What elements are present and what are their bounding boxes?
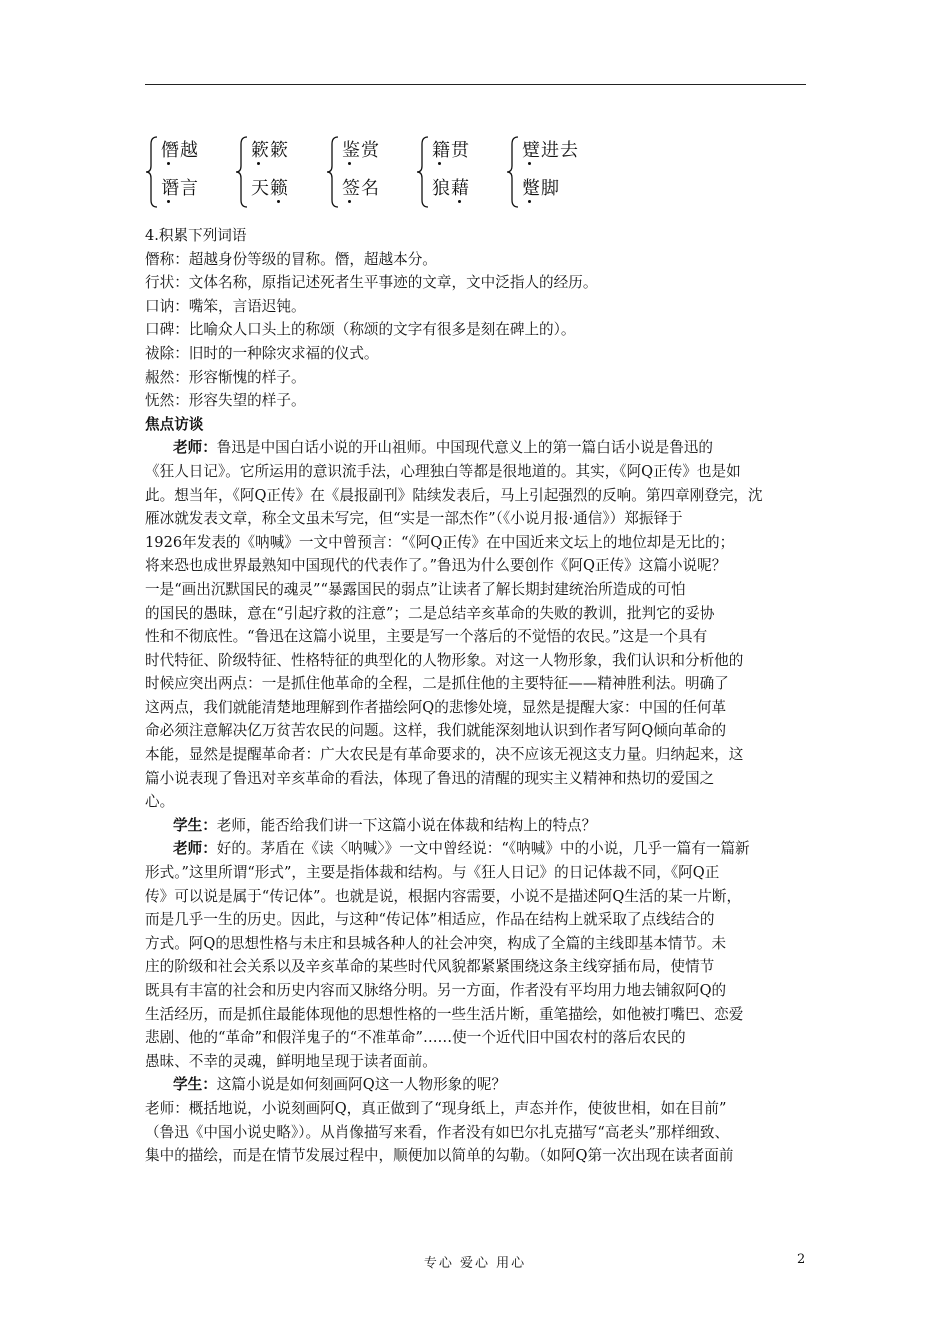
paragraph-line: 的国民的愚昧，意在“引起疗救的注意”；二是总结辛亥革命的失败的教训，批判它的妥协 xyxy=(145,604,715,622)
paragraph-line: 老师：概括地说，小说刻画阿Q，真正做到了“现身纸上，声态并作，使彼世相，如在目前” xyxy=(145,1099,727,1117)
brace-icon xyxy=(416,136,430,208)
word-group xyxy=(416,134,496,214)
paragraph-line: 1926年发表的《呐喊》一文中曾预言：“《阿Q正传》在中国近来文坛上的地位却是无比的； xyxy=(145,533,735,551)
paragraph-line: 愚昧、不幸的灵魂，鲜明地呈现于读者面前。 xyxy=(145,1052,437,1070)
word-bottom: 签名 xyxy=(342,178,380,199)
emphasis-dot xyxy=(257,162,260,165)
paragraph-line: 形式。”这里所谓“形式”，主要是指体裁和结构。与《狂人日记》的日记体裁不同，《阿Q正 xyxy=(145,864,720,882)
vocab-item: 口讷：嘴笨，言语迟钝。 xyxy=(145,297,306,315)
word-bottom: 天籁 xyxy=(251,178,289,199)
paragraph-line: 方式。阿Q的思想性格与未庄和县城各种人的社会冲突，构成了全篇的主线即基本情节。未 xyxy=(145,934,727,952)
emphasis-dot xyxy=(348,162,351,165)
vocab-item: 行状：文体名称，原指记述死者生平事迹的文章，文中泛指人的经历。 xyxy=(145,274,598,292)
paragraph-line: 既具有丰富的社会和历史内容而又脉络分明。另一方面，作者没有平均用力地去铺叙阿Q的 xyxy=(145,982,727,999)
paragraph-line xyxy=(145,837,807,861)
footer-motto: 专心 爱心 用心 xyxy=(423,1256,527,1271)
word-top: 鉴赏 xyxy=(342,140,380,161)
paragraph-line: 传》可以说是属于“传记体”。也就是说，根据内容需要，小说不是描述阿Q生活的某一片断， xyxy=(145,887,742,905)
brace-icon xyxy=(506,136,520,208)
vocab-item: 口碑：比喻众人口头上的称颂（称颂的文字有很多是刻在碑上的）。 xyxy=(145,321,576,339)
vocab-item: 祓除：旧时的一种除灾求福的仪式。 xyxy=(145,344,379,362)
emphasis-dot xyxy=(167,162,170,165)
brace-icon xyxy=(145,136,159,208)
paragraph-line: 集中的描绘，而是在情节发展过程中，顺便加以简单的勾勒。（如阿Q第一次出现在读者面前 xyxy=(145,1147,734,1165)
word-bottom: 蹩脚 xyxy=(522,178,560,199)
emphasis-dot xyxy=(167,200,170,203)
line-text: 鲁迅是中国白话小说的开山祖师。中国现代意义上的第一篇白话小说是鲁迅的 xyxy=(216,439,713,457)
line-text: 好的。茅盾在《读〈呐喊〉》一文中曾经说：“《呐喊》中的小说，几乎一篇有一篇新 xyxy=(216,840,750,858)
paragraph-line: 生活经历，而是抓住最能体现他的思想性格的一些生活片断，重笔描绘，如他被打嘴巴、恋爱 xyxy=(145,1005,744,1023)
body-text xyxy=(145,224,807,1168)
paragraph-line: 时代特征、阶级特征、性格特征的典型化的人物形象。对这一人物形象，我们认识和分析他的 xyxy=(145,651,744,669)
paragraph-line: 一是“画出沉默国民的魂灵”“暴露国民的弱点”让读者了解长期封建统治所造成的可怕 xyxy=(145,580,686,598)
speaker-label: 老师： xyxy=(173,840,217,858)
paragraph-line: 这两点，我们就能清楚地理解到作者描绘阿Q的悲惨处境，显然是提醒大家：中国的任何革 xyxy=(145,698,727,716)
brace-icon xyxy=(235,136,249,208)
word-bottom: 狼藉 xyxy=(432,178,470,199)
word-top: 籍贯 xyxy=(432,140,470,161)
vocab-item: 怃然：形容失望的样子。 xyxy=(145,392,306,410)
line-text: 老师，能否给我们讲一下这篇小说在体裁和结构上的特点？ xyxy=(216,816,597,834)
emphasis-dot xyxy=(438,162,441,165)
paragraph-line: 此。想当年，《阿Q正传》在《晨报副刊》陆续发表后，马上引起强烈的反响。第四章刚登完，沈 xyxy=(145,486,763,504)
word-group xyxy=(506,134,606,214)
paragraph-line: 时候应突出两点：一是抓住他革命的全程，二是抓住他的主要特征——精神胜利法。明确了 xyxy=(145,675,729,693)
paragraph-line: 性和不彻底性。“鲁迅在这篇小说里，主要是写一个落后的不觉悟的农民。”这是一个具有 xyxy=(145,628,708,646)
vocab-item: 赧然：形容惭愧的样子。 xyxy=(145,368,306,386)
emphasis-dot xyxy=(528,162,531,165)
word-group xyxy=(145,134,225,214)
page-number: 2 xyxy=(797,1252,806,1267)
line-text: 这篇小说是如何刻画阿Q这一人物形象的呢？ xyxy=(216,1076,507,1094)
word-top: 簌簌 xyxy=(251,140,289,161)
paragraph-line xyxy=(145,436,807,460)
paragraph-line: 命必须注意解决亿万贫苦农民的问题。这样，我们就能深刻地认识到作者写阿Q倾向革命的 xyxy=(145,722,727,740)
paragraph-line: 心。 xyxy=(145,793,175,811)
word-group xyxy=(235,134,315,214)
word-groups xyxy=(145,134,805,214)
brace-icon xyxy=(326,136,340,208)
emphasis-dot xyxy=(458,200,461,203)
paragraph-line: 本能，显然是提醒革命者：广大农民是有革命要求的，决不应该无视这支力量。归纳起来，这 xyxy=(145,746,744,764)
question-line xyxy=(145,814,807,838)
word-top: 躄进去 xyxy=(522,140,579,161)
speaker-label: 学生： xyxy=(173,1076,217,1094)
paragraph-line: 庄的阶级和社会关系以及辛亥革命的某些时代风貌都紧紧围绕这条主线穿插布局，使情节 xyxy=(145,958,715,976)
section-title: 焦点访谈 xyxy=(145,415,204,433)
speaker-label: 学生： xyxy=(173,816,217,834)
emphasis-dot xyxy=(528,200,531,203)
vocab-heading: 4.积累下列词语 xyxy=(145,227,247,244)
question-line xyxy=(145,1073,807,1097)
paragraph-line: 雁冰就发表文章，称全文虽未写完，但“实是一部杰作”（《小说月报·通信》）郑振铎于 xyxy=(145,510,683,528)
paragraph-line: 《狂人日记》。它所运用的意识流手法，心理独白等都是很地道的。其实，《阿Q正传》也是如 xyxy=(145,462,741,480)
paragraph-line: 将来恐也成世界最熟知中国现代的代表作了。”鲁迅为什么要创作《阿Q正传》这篇小说呢？ xyxy=(145,557,727,575)
header-rule xyxy=(145,84,806,85)
paragraph-line: 而是几乎一生的历史。因此，与这种“传记体”相适应，作品在结构上就采取了点线结合的 xyxy=(145,911,715,929)
word-group xyxy=(326,134,406,214)
emphasis-dot xyxy=(277,200,280,203)
word-top: 僭越 xyxy=(161,140,199,161)
paragraph-line: （鲁迅《中国小说史略》）。从肖像描写来看，作者没有如巴尔扎克描写“高老头”那样细致、 xyxy=(145,1123,730,1141)
vocab-item: 僭称：超越身份等级的冒称。僭，超越本分。 xyxy=(145,250,437,268)
word-bottom: 谮言 xyxy=(161,178,199,199)
paragraph-line: 悲剧、他的“革命”和假洋鬼子的“不准革命”……使一个近代旧中国农村的落后农民的 xyxy=(145,1029,686,1047)
emphasis-dot xyxy=(348,200,351,203)
speaker-label: 老师： xyxy=(173,439,217,457)
paragraph-line: 篇小说表现了鲁迅对辛亥革命的看法，体现了鲁迅的清醒的现实主义精神和热切的爱国之 xyxy=(145,769,715,787)
